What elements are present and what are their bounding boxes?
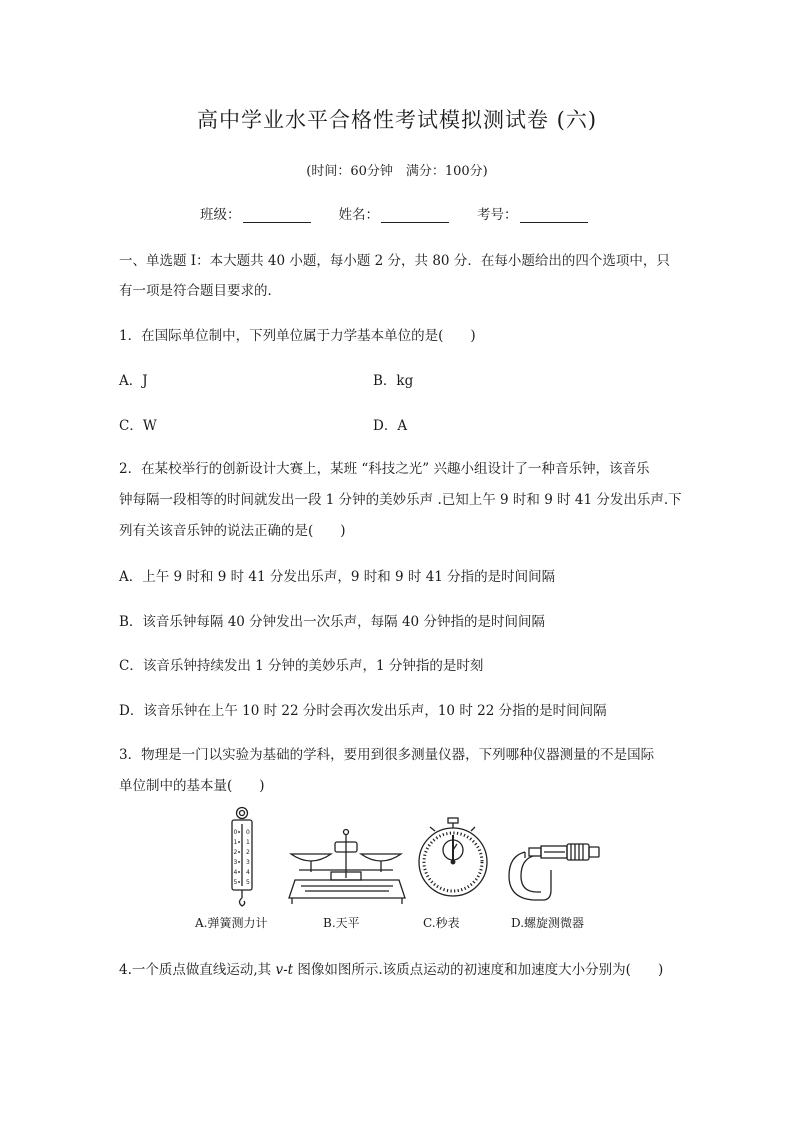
micrometer-illustration xyxy=(509,844,599,900)
spring-scale-illustration xyxy=(232,808,252,907)
scale-num-5: 5 xyxy=(233,879,238,886)
stopwatch-illustration xyxy=(419,818,487,896)
scale-num-0-right: 0 xyxy=(246,829,250,836)
exam-title: 高中学业水平合格性考试模拟测试卷 (六) xyxy=(196,108,598,132)
student-info-row xyxy=(200,203,620,223)
q2-stem-line3: 列有关该音乐钟的说法正确的是( ) xyxy=(119,523,346,539)
q3-instruments-figure xyxy=(195,802,615,932)
caption-balance: B.天平 xyxy=(323,916,360,930)
q2-option-d: D．该音乐钟在上午 10 时 22 分时会再次发出乐声，10 时 22 分指的是时间间隔 xyxy=(119,703,607,719)
q4-stem-var: v-t xyxy=(275,962,294,978)
name-field xyxy=(339,203,450,223)
q1-stem: 1．在国际单位制中，下列单位属于力学基本单位的是( ) xyxy=(119,328,476,344)
q2-option-c: C．该音乐钟持续发出 1 分钟的美妙乐声，1 分钟指的是时刻 xyxy=(119,658,484,674)
q4-stem xyxy=(119,958,663,978)
scale-num-3: 3 xyxy=(233,859,238,866)
section-instruction-line2: 有一项是符合题目要求的． xyxy=(119,283,281,299)
name-blank[interactable] xyxy=(381,208,449,223)
class-blank[interactable] xyxy=(243,208,311,223)
scale-num-4-right: 4 xyxy=(246,869,250,876)
q1-option-d: D．A xyxy=(373,418,408,434)
q3-stem-line2: 单位制中的基本量( ) xyxy=(119,778,265,794)
scale-num-1: 1 xyxy=(233,839,238,846)
scale-num-2-right: 2 xyxy=(246,849,250,856)
scale-num-5-right: 5 xyxy=(246,879,250,886)
class-field xyxy=(200,203,311,223)
q2-option-a: A．上午 9 时和 9 时 41 分发出乐声，9 时和 9 时 41 分指的是时间间隔 xyxy=(119,569,556,585)
scale-num-1-right: 1 xyxy=(246,839,250,846)
q1-option-b: B．kg xyxy=(373,373,414,389)
scale-num-3-right: 3 xyxy=(246,859,250,866)
scale-num-2: 2 xyxy=(233,849,238,856)
name-label: 姓名： xyxy=(338,207,379,223)
scale-num-0: 0 xyxy=(233,829,238,836)
q2-option-b: B．该音乐钟每隔 40 分钟发出一次乐声，每隔 40 分钟指的是时间间隔 xyxy=(119,614,545,630)
caption-spring-scale: A.弹簧测力计 xyxy=(195,916,268,930)
exam-number-field xyxy=(477,203,588,223)
balance-illustration xyxy=(289,830,405,905)
q3-figure-svg xyxy=(195,802,615,912)
q2-stem-line2: 钟每隔一段相等的时间就发出一段 1 分钟的美妙乐声 .已知上午 9 时和 9 时 41 分发出乐声.下 xyxy=(119,492,682,508)
class-label: 班级： xyxy=(200,207,241,223)
q4-stem-prefix: 4.一个质点做直线运动,其 xyxy=(119,962,276,978)
exam-number-label: 考号： xyxy=(477,207,518,223)
q1-option-a: A．J xyxy=(119,373,148,389)
q1-option-c: C．W xyxy=(119,418,157,434)
exam-subtitle: (时间：60分钟 满分：100分) xyxy=(306,164,488,179)
exam-number-blank[interactable] xyxy=(520,208,588,223)
q3-stem-line1: 3．物理是一门以实验为基础的学科，要用到很多测量仪器，下列哪种仪器测量的不是国际 xyxy=(119,747,655,763)
section-instruction-line1: 一、单选题 I：本大题共 40 小题，每小题 2 分，共 80 分．在每小题给出的四个选项中，只 xyxy=(119,253,670,269)
caption-micrometer: D.螺旋测微器 xyxy=(511,916,585,930)
q4-stem-suffix: 图像如图所示.该质点运动的初速度和加速度大小分别为( ) xyxy=(293,962,664,978)
q2-stem-line1: 2．在某校举行的创新设计大赛上，某班 “科技之光” 兴趣小组设计了一种音乐钟，该音乐 xyxy=(119,461,650,477)
scale-num-4: 4 xyxy=(233,869,238,876)
caption-stopwatch: C.秒表 xyxy=(423,916,460,930)
